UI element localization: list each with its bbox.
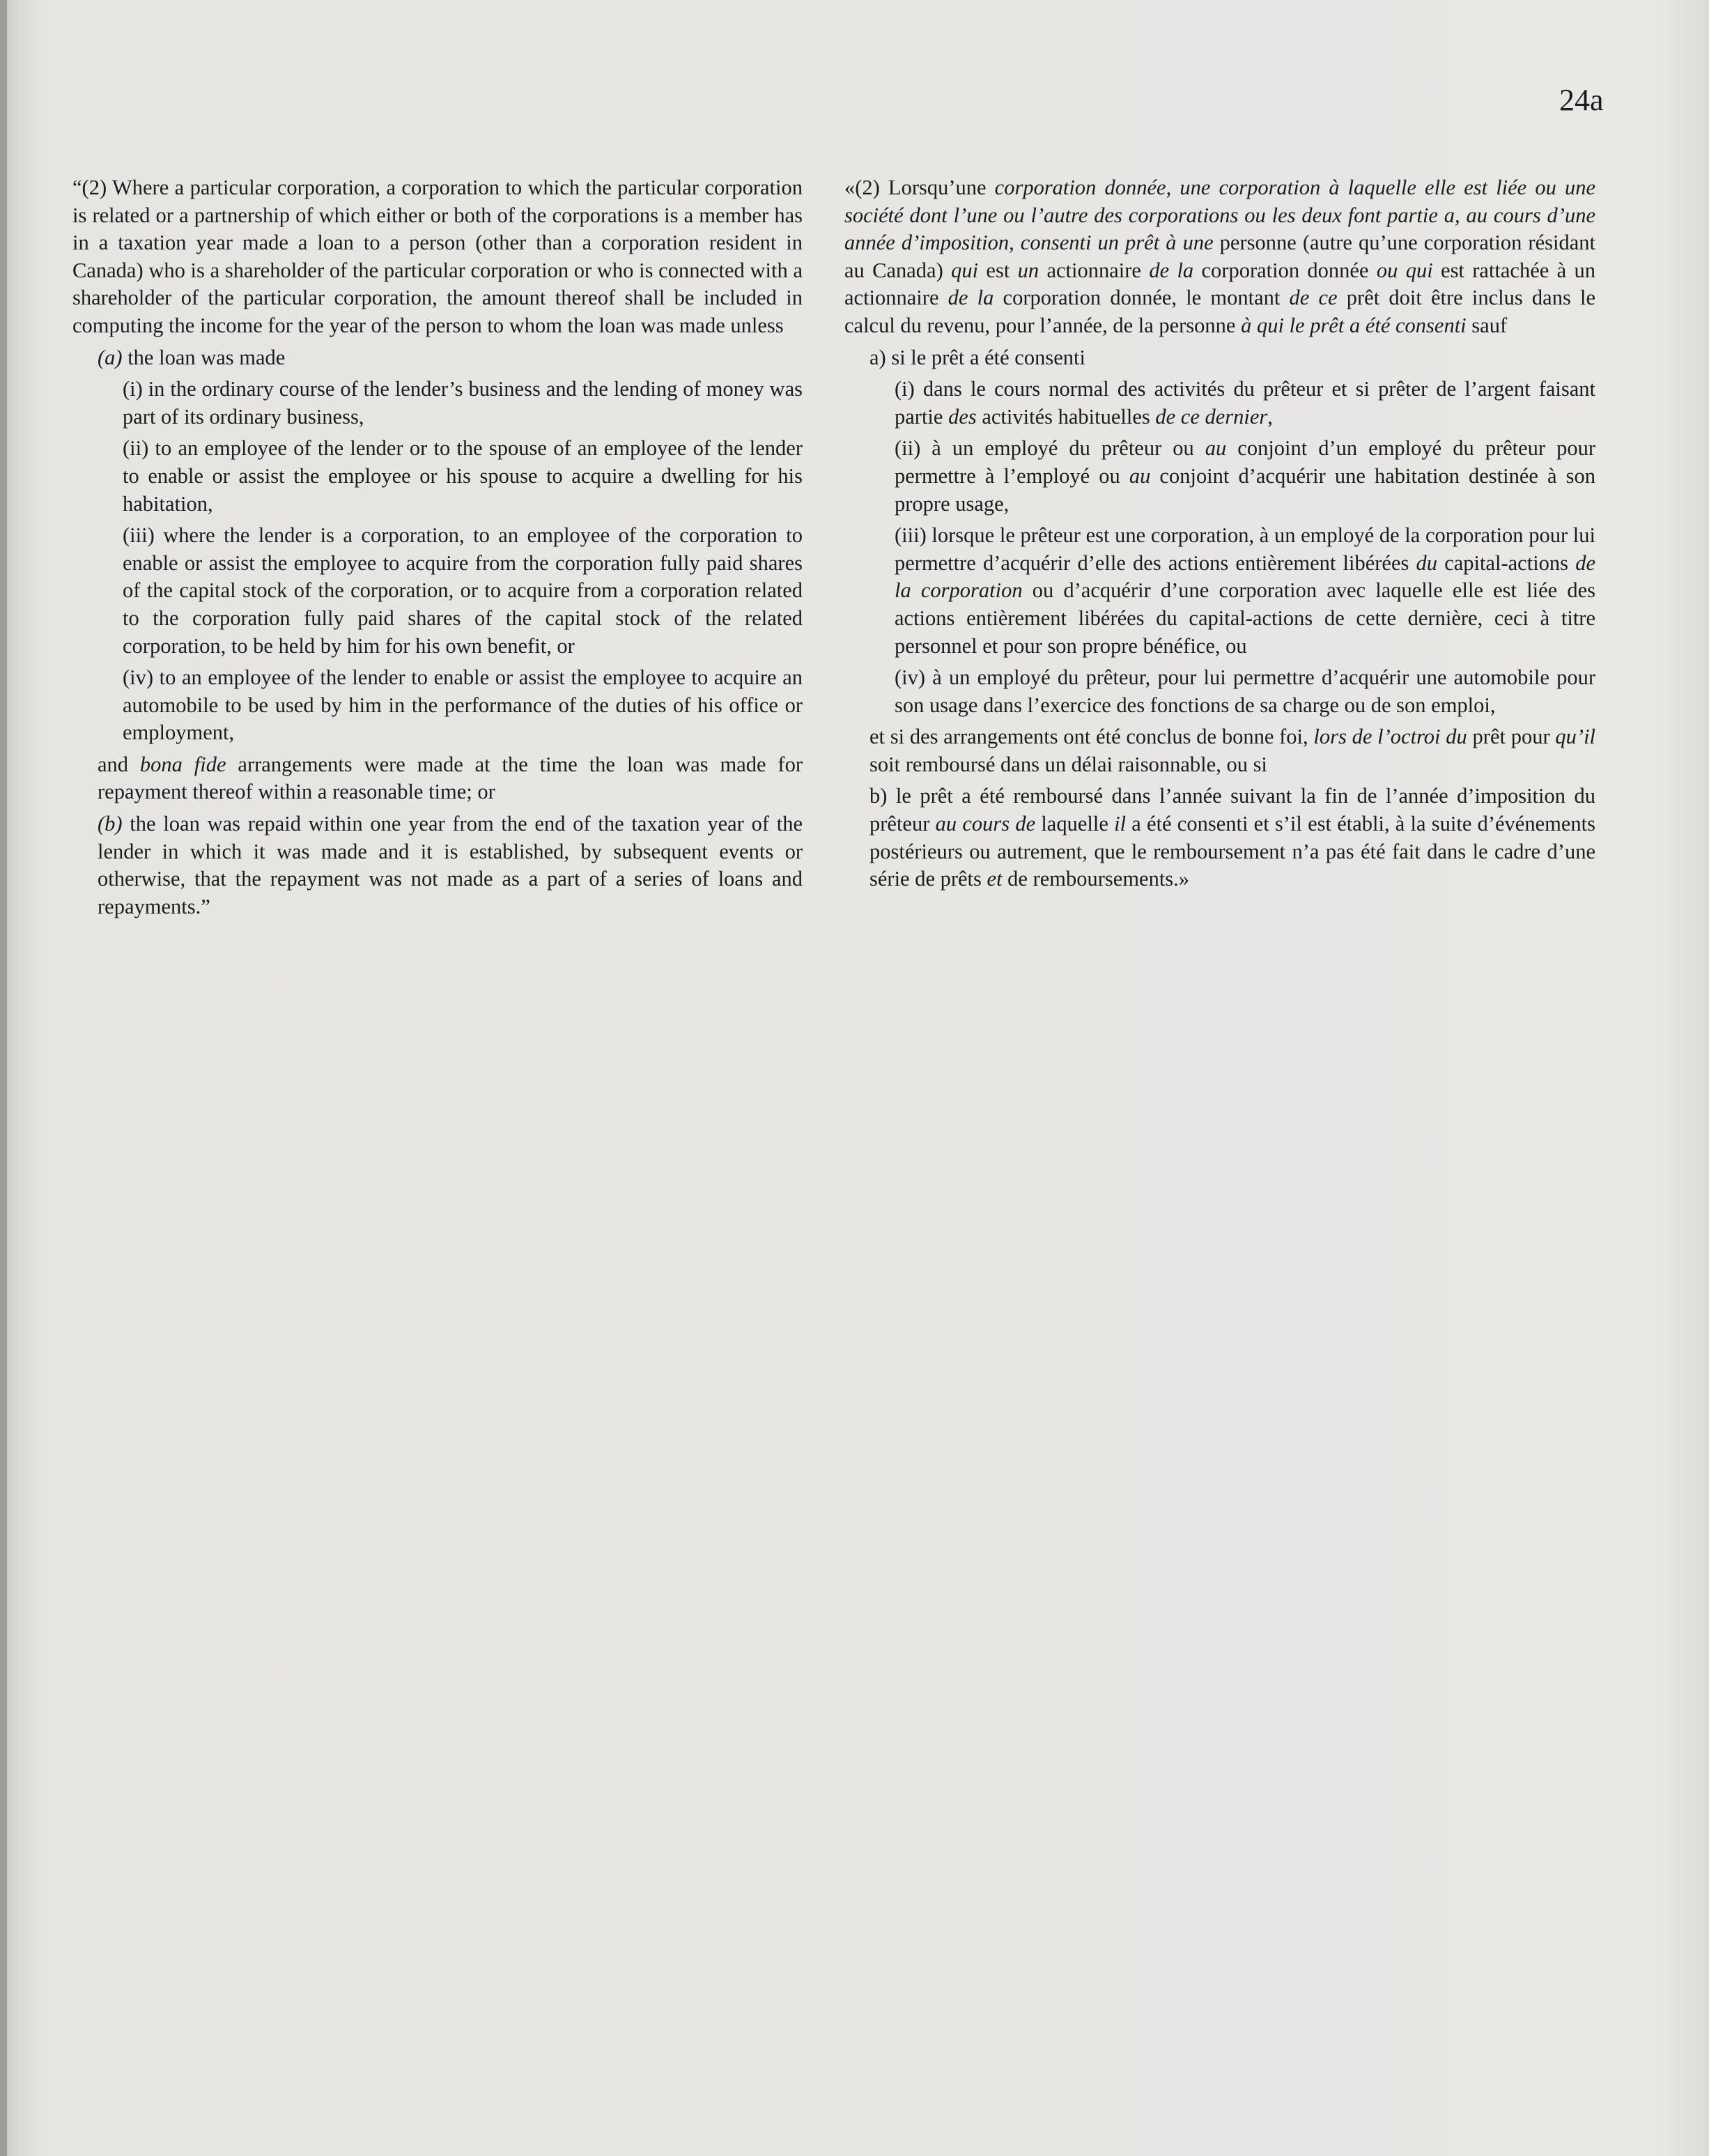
fr-text: et si des arrangements ont été conclus de bonne foi, <box>869 725 1314 749</box>
fr-text: laquelle <box>1035 812 1115 836</box>
fr-em: et <box>987 867 1003 891</box>
binding-edge <box>0 0 7 2156</box>
french-column <box>844 174 1595 898</box>
fr-em: de la <box>1149 258 1194 282</box>
fr-em: de la <box>948 286 994 310</box>
fr-clause-b <box>869 783 1595 893</box>
fr-text: est <box>978 258 1018 282</box>
fr-text: ou d’acquérir d’une corporation avec laquelle elle est liée des actions entièrement libérées du capital-actions de cette dernière, ceci à titre personnel et pour son propre bénéfice, ou <box>895 578 1595 658</box>
fr-text: conjoint d’acquérir une habitation destinée à son propre usage, <box>895 463 1596 516</box>
fr-text: , <box>1267 404 1273 429</box>
fr-text: personne (autre qu’une corporation résidant au Canada) <box>844 231 1595 282</box>
fr-text: b) le prêt a été remboursé dans l’année suivant la fin de l’année d’imposition du prêteur <box>869 784 1595 836</box>
fr-em: à qui le prêt a été consenti <box>1241 313 1467 337</box>
en-clause-a-text: the loan was made <box>122 345 286 369</box>
fr-text: corporation donnée, le montant <box>993 286 1290 310</box>
fr-em: il <box>1114 812 1127 836</box>
fr-em: qui <box>951 258 979 282</box>
fr-text: est rattachée à un actionnaire <box>844 258 1596 310</box>
page-number: 24a <box>1559 83 1604 117</box>
fr-text: (ii) à un employé du prêteur ou <box>895 436 1205 461</box>
english-column <box>72 174 803 925</box>
en-intro-paragraph: “(2) Where a particular corporation, a corporation to which the particular corporation is related or a partnership of which either or both of the corporations is a member has in a taxation year made a loan to a person (other than a corporation resident in Canada) who is a shareholder of the particular corporation or who is connected with a shareholder of the particular corporation, the amount thereof shall be included in computing the income for the year of the person to whom the loan was made unless <box>72 176 803 337</box>
en-subclause-i: (i) in the ordinary course of the lender’s business and the lending of money was part of its ordinary business, <box>123 377 803 429</box>
en-clause-a <box>98 344 803 372</box>
fr-intro-paragraph <box>844 174 1595 340</box>
fr-em: de la corporation <box>895 550 1595 603</box>
en-clause-b-label: (b) <box>98 812 123 836</box>
fr-em: de ce <box>1289 286 1338 310</box>
fr-clause-a: a) si le prêt a été consenti <box>869 345 1085 369</box>
fr-et-paragraph <box>869 723 1595 778</box>
fr-text: prêt pour <box>1467 725 1556 749</box>
en-and-pre: and <box>98 752 140 776</box>
fr-em: de ce dernier <box>1155 404 1268 429</box>
fr-em: au cours de <box>935 812 1036 836</box>
fr-text: soit remboursé dans un délai raisonnable, ou si <box>869 752 1267 776</box>
fr-em: un <box>1017 258 1039 282</box>
fr-text: (i) dans le cours normal des activités du prêteur et si prêter de l’argent faisant partie <box>895 377 1595 429</box>
fr-text: (iii) lorsque le prêteur est une corporation, à un employé de la corporation pour lui permettre d’acquérir d’elle des actions entièrement libérées <box>895 523 1595 575</box>
en-clause-b <box>98 810 803 921</box>
fr-em: qu’il <box>1555 725 1596 749</box>
fr-text: activités habituelles <box>976 404 1156 429</box>
fr-em: lors de l’octroi du <box>1313 725 1467 749</box>
fr-em: corporation donnée, une corporation à laquelle elle est liée ou une société dont l’une ou l’autre des corporations ou les deux font partie a, au cours d’une année d’imposition, consenti un prêt à une <box>844 176 1595 255</box>
en-and-paragraph <box>98 751 803 806</box>
fr-subclause-i <box>895 376 1595 431</box>
fr-text: corporation donnée <box>1193 258 1377 282</box>
fr-text: «(2) Lorsqu’une <box>844 176 995 199</box>
fr-subclause-iii <box>895 522 1595 660</box>
en-clause-a-label: (a) <box>98 345 123 369</box>
en-clause-b-text: the loan was repaid within one year from the end of the taxation year of the lender in which it was made and it is established, by subsequent events or otherwise, that the repayment was not made as a part of a series of loans and repayments.” <box>98 812 803 918</box>
fr-subclause-ii <box>895 435 1595 518</box>
fr-subclause-iv: (iv) à un employé du prêteur, pour lui permettre d’acquérir une automobile pour son usage dans l’exercice des fonctions de sa charge ou de son emploi, <box>895 665 1595 717</box>
fr-em: des <box>948 404 977 429</box>
fr-text: prêt doit être inclus dans le calcul du revenu, pour l’année, de la personne <box>844 286 1595 337</box>
fr-text: actionnaire <box>1039 258 1150 282</box>
en-subclause-ii: (ii) to an employee of the lender or to the spouse of an employee of the lender to enable or assist the employee or his spouse to acquire a dwelling for his habitation, <box>123 436 803 516</box>
fr-em: du <box>1416 550 1438 575</box>
en-and-em: bona fide <box>139 752 226 776</box>
fr-text: conjoint d’un employé du prêteur pour permettre à l’employé ou <box>895 436 1595 488</box>
fr-em: au <box>1129 463 1151 488</box>
fr-em: ou qui <box>1376 258 1433 282</box>
fr-text: a été consenti et s’il est établi, à la suite d’événements postérieurs ou autrement, que le remboursement n’a pas été fait dans le cadre d’une série de prêts <box>869 812 1595 891</box>
en-subclause-iii: (iii) where the lender is a corporation, to an employee of the corporation to enable or assist the employee to acquire from the corporation fully paid shares of the capital stock of the corporation, or to acquire from a corporation related to the corporation fully paid shares of the capital stock of the related corporation, to be held by him for his own benefit, or <box>123 523 803 658</box>
en-and-post: arrangements were made at the time the loan was made for repayment thereof within a reasonable time; or <box>98 752 803 804</box>
fr-text: capital-actions <box>1437 550 1576 575</box>
en-subclause-iv: (iv) to an employee of the lender to enable or assist the employee to acquire an automobile to be used by him in the performance of the duties of his office or employment, <box>123 665 803 745</box>
fr-text: de remboursements.» <box>1002 867 1190 891</box>
fr-text: sauf <box>1466 313 1508 337</box>
fr-em: au <box>1205 436 1227 461</box>
